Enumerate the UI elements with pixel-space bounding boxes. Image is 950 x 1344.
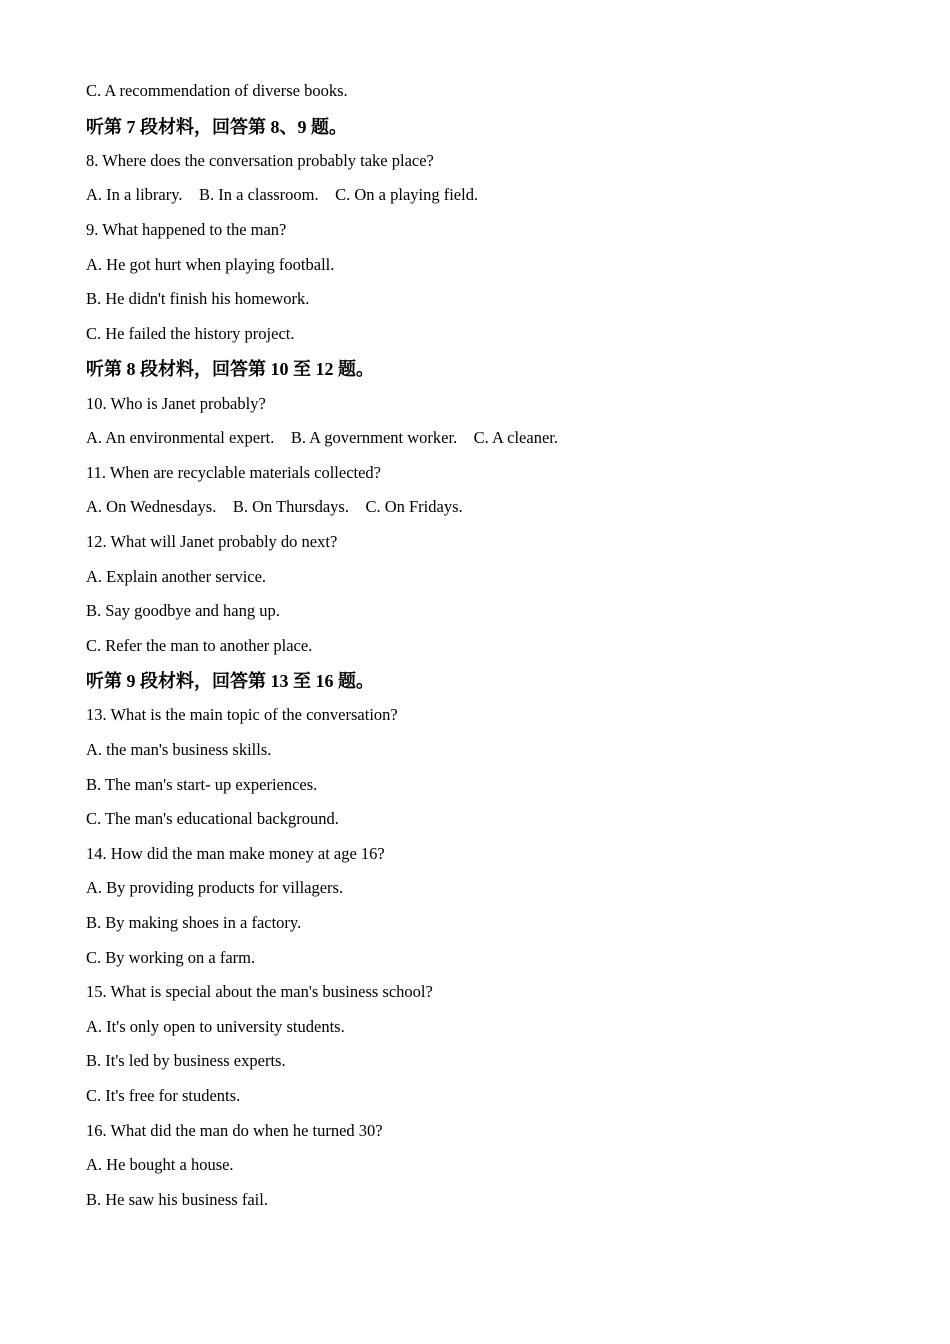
option-line: C. He failed the history project. [86, 323, 295, 343]
option-line: B. He didn't finish his homework. [86, 289, 310, 309]
option-line: B. He saw his business fail. [86, 1189, 268, 1209]
option-line: C. It's free for students. [86, 1086, 241, 1105]
document-page [86, 79, 886, 1222]
option-line: C. By working on a farm. [86, 947, 256, 967]
option-line: A. It's only open to university students. [86, 1016, 345, 1036]
question-line: 12. What will Janet probably do next? [86, 531, 338, 551]
question-line: 10. Who is Janet probably? [86, 393, 266, 413]
option-line: A. On Wednesdays. B. On Thursdays. C. On Fridays. [86, 497, 463, 517]
question-line: 15. What is special about the man's business school? [86, 982, 433, 1002]
section-heading: 听第 9 段材料，回答第 13 至 16 题。 [86, 671, 374, 692]
question-line: 13. What is the main topic of the conversation? [86, 705, 398, 725]
option-line: B. It's led by business experts. [86, 1051, 286, 1071]
option-line: B. Say goodbye and hang up. [86, 601, 280, 621]
option-line: A. In a library. B. In a classroom. C. On a playing field. [86, 185, 479, 205]
question-line: 9. What happened to the man? [86, 219, 287, 239]
question-line: 11. When are recyclable materials collected? [86, 462, 382, 482]
option-line: A. the man's business skills. [86, 740, 272, 760]
option-line: A. An environmental expert. B. A government worker. C. A cleaner. [86, 428, 558, 448]
section-heading: 听第 8 段材料，回答第 10 至 12 题。 [86, 359, 374, 380]
question-line: 16. What did the man do when he turned 30? [86, 1120, 383, 1140]
question-line: 8. Where does the conversation probably take place? [86, 150, 434, 170]
option-line: A. Explain another service. [86, 566, 267, 586]
option-line: A. He bought a house. [86, 1155, 234, 1175]
option-line: A. By providing products for villagers. [86, 878, 344, 898]
question-line: 14. How did the man make money at age 16? [86, 843, 385, 863]
option-line: A. He got hurt when playing football. [86, 254, 335, 274]
option-line: C. The man's educational background. [86, 809, 339, 829]
option-line: B. The man's start- up experiences. [86, 774, 318, 794]
section-heading: 听第 7 段材料，回答第 8、9 题。 [86, 116, 347, 137]
option-line: C. Refer the man to another place. [86, 635, 313, 655]
option-line: B. By making shoes in a factory. [86, 913, 302, 933]
option-line: C. A recommendation of diverse books. [86, 81, 348, 100]
